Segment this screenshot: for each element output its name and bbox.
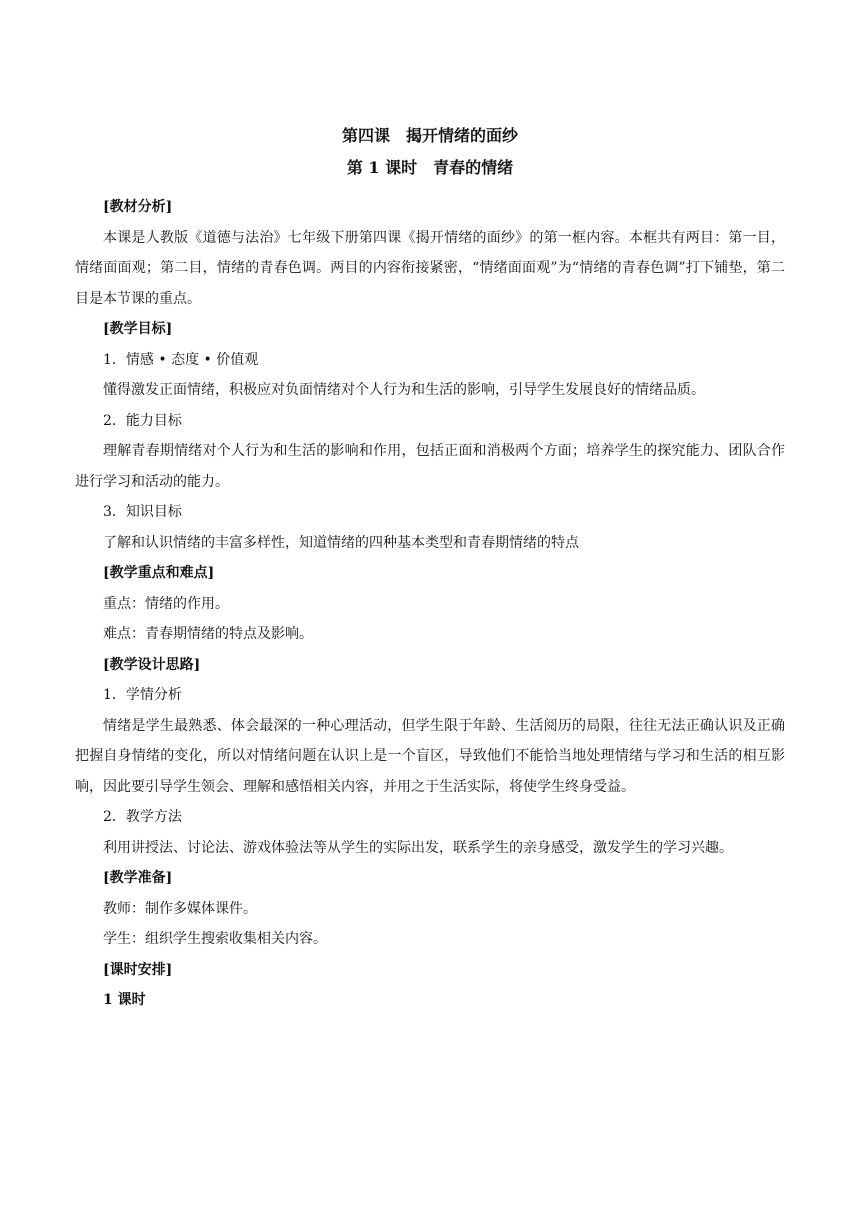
objective-item-1: 1．情感 • 态度 • 价值观: [103, 351, 259, 368]
paragraph-objective-2: 理解青春期情绪对个人行为和生活的影响和作用，包括正面和消极两个方面；培养学生的探究能力、团队合作进行学习和活动的能力。: [75, 443, 785, 490]
key-point-line: 重点：情绪的作用。: [103, 595, 229, 612]
section-heading-textbook-analysis: [教材分析]: [103, 199, 173, 215]
paragraph-design-1: 情绪是学生最熟悉、体会最深的一种心理活动，但学生限于年龄、生活阅历的局限，往往无法正确认识及正确把握自身情绪的变化，所以对情绪问题在认识上是一个盲区，导致他们不能恰当地处理情绪与学习和生活的相互影响，因此要引导学生领会、理解和感悟相关内容，并用之于生活实际，将使学生终身受益。: [75, 717, 785, 795]
section-heading-schedule: [课时安排]: [103, 961, 173, 978]
paragraph-objective-1: 懂得激发正面情绪，积极应对负面情绪对个人行为和生活的影响，引导学生发展良好的情绪品质。: [103, 382, 705, 398]
design-item-1: 1．学情分析: [103, 687, 182, 703]
section-heading-objectives: [教学目标]: [103, 321, 173, 337]
section-heading-design: [教学设计思路]: [103, 656, 201, 673]
preparation-student: 学生：组织学生搜索收集相关内容。: [103, 931, 327, 947]
difficulty-line: 难点：青春期情绪的特点及影响。: [103, 626, 313, 642]
lesson-title: 第四课 揭开情绪的面纱: [341, 126, 518, 145]
objective-item-3: 3．知识目标: [103, 504, 182, 520]
section-heading-key-points: [教学重点和难点]: [103, 565, 215, 581]
paragraph-textbook-analysis: 本课是人教版《道德与法治》七年级下册第四课《揭开情绪的面纱》的第一框内容。本框共有两目：第一目，情绪面面观；第二目，情绪的青春色调。两目的内容衔接紧密，“情绪面面观”为“情绪的青春色调”打下铺垫，第二目是本节课的重点。: [75, 229, 785, 307]
paragraph-design-2: 利用讲授法、讨论法、游戏体验法等从学生的实际出发，联系学生的亲身感受，激发学生的学习兴趣。: [103, 839, 733, 856]
section-heading-preparation: [教学准备]: [103, 870, 173, 886]
preparation-teacher: 教师：制作多媒体课件。: [103, 900, 257, 917]
lesson-subtitle: 第 1 课时 青春的情绪: [346, 158, 514, 177]
paragraph-objective-3: 了解和认识情绪的丰富多样性，知道情绪的四种基本类型和青春期情绪的特点: [103, 534, 579, 551]
objective-item-2: 2．能力目标: [103, 412, 182, 429]
schedule-line: 1 课时: [103, 992, 146, 1008]
design-item-2: 2．教学方法: [103, 809, 182, 825]
